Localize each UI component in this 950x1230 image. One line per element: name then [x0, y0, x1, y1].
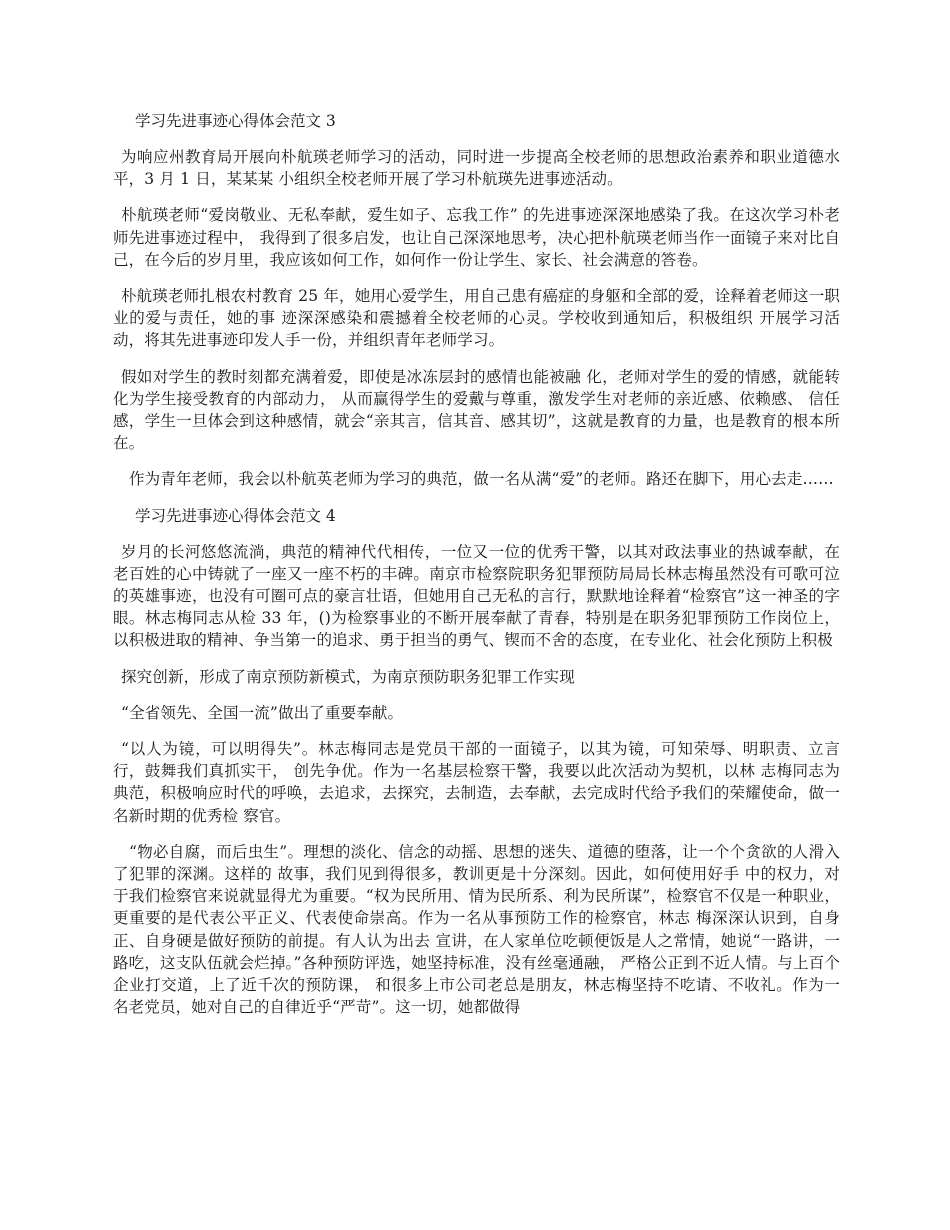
section-4-paragraph-3: “全省领先、全国一流”做出了重要奉献。 [121, 703, 404, 722]
section-4-paragraph-1: 岁月的长河悠悠流淌，典范的精神代代相传，一位又一位的优秀干警，以其对政法事业的热诚奉献，在老百姓的心中铸就了一座又一座不朽的丰碑。南京市检察院职务犯罪预防局局长林志梅虽然没有可歌可泣的英雄事迹，也没有可圈可点的豪言壮语，但她用自己无私的言行，默默地诠释着“检察官”这一神圣的字眼。林志梅同志从检 33 年，()为检察事业的不断开展奉献了青春，特别是在职务犯罪预防工作岗位上，以积极进取的精神、争当第一的追求、勇于担当的勇气、锲而不舍的态度，在专业化、社会化预防上积极 [113, 542, 840, 650]
section-3-paragraph-4: 假如对学生的教时刻都充满着爱，即使是冰冻层封的感情也能被融 化，老师对学生的爱的情感，就能转化为学生接受教育的内部动力， 从而赢得学生的爱戴与尊重，激发学生对老师的亲近感、依赖感、 信任感，学生一旦体会到这种感情，就会“亲其言，信其音、感其切”，这就是教育的力量，也是教育的根本所在。 [113, 367, 840, 453]
section-4-paragraph-5: “物必自腐，而后虫生”。理想的淡化、信念的动摇、思想的迷失、道德的堕落，让一个个贪欲的人滑入了犯罪的深渊。这样的 故事，我们见到得很多，教训更是十分深刻。因此，如何使用好手 中的权力，对于我们检察官来说就显得尤为重要。“权为民所用、情为民所系、利为民所谋”，检察官不仅是一种职业，更重要的是代表公平正义、代表使命崇高。作为一名从事预防工作的检察官，林志 梅深深认识到，自身正、自身硬是做好预防的前提。有人认为出去 宣讲，在人家单位吃顿便饭是人之常情，她说“一路讲，一路吃，这支队伍就会烂掉。”各种预防评选，她坚持标准，没有丝毫通融， 严格公正到不近人情。与上百个企业打交道，上了近千次的预防课， 和很多上市公司老总是朋友，林志梅坚持不吃请、不收礼。作为一 名老党员，她对自己的自律近乎“严苛”。这一切，她都做得 [113, 842, 840, 1017]
section-3-heading: 学习先进事迹心得体会范文 3 [135, 112, 336, 130]
section-3-paragraph-2: 朴航瑛老师“爱岗敬业、无私奉献，爱生如子、忘我工作” 的先进事迹深深地感染了我。在这次学习朴老师先进事迹过程中， 我得到了很多启发，也让自己深深地思考，决心把朴航瑛老师当作一面镜子来对比自己，在今后的岁月里，我应该如何工作，如何作一份让学生、家长、社会满意的答卷。 [113, 206, 840, 269]
section-4-paragraph-4: “以人为镜，可以明得失”。林志梅同志是党员干部的一面镜子，以其为镜，可知荣辱、明职责、立言行，鼓舞我们真抓实干， 创先争优。作为一名基层检察干警，我要以此次活动为契机，以林 志梅同志为典范，积极响应时代的呼唤，去追求，去探究，去制造，去奉献，去完成时代给予我们的荣耀使命，做一名新时期的优秀检 察官。 [113, 740, 840, 825]
document-page [113, 110, 840, 1033]
section-3-paragraph-5: 作为青年老师，我会以朴航英老师为学习的典范，做一名从满“爱”的老师。路还在脚下，用心去走…… [129, 470, 834, 489]
section-3-paragraph-3: 朴航瑛老师扎根农村教育 25 年，她用心爱学生，用自己患有癌症的身躯和全部的爱，诠释着老师这一职业的爱与责任，她的事 迹深深感染和震撼着全校老师的心灵。学校收到通知后，积极组织 开展学习活动，将其先进事迹印发人手一份，并组织青年老师学习。 [113, 287, 840, 350]
section-3-paragraph-1: 为响应州教育局开展向朴航瑛老师学习的活动，同时进一步提高全校老师的思想政治素养和职业道德水平，3 月 1 日，某某某 小组织全校老师开展了学习朴航瑛先进事迹活动。 [113, 148, 840, 189]
section-4-paragraph-2: 探究创新，形成了南京预防新模式，为南京预防职务犯罪工作实现 [121, 667, 575, 686]
section-4-heading: 学习先进事迹心得体会范文 4 [135, 506, 336, 525]
